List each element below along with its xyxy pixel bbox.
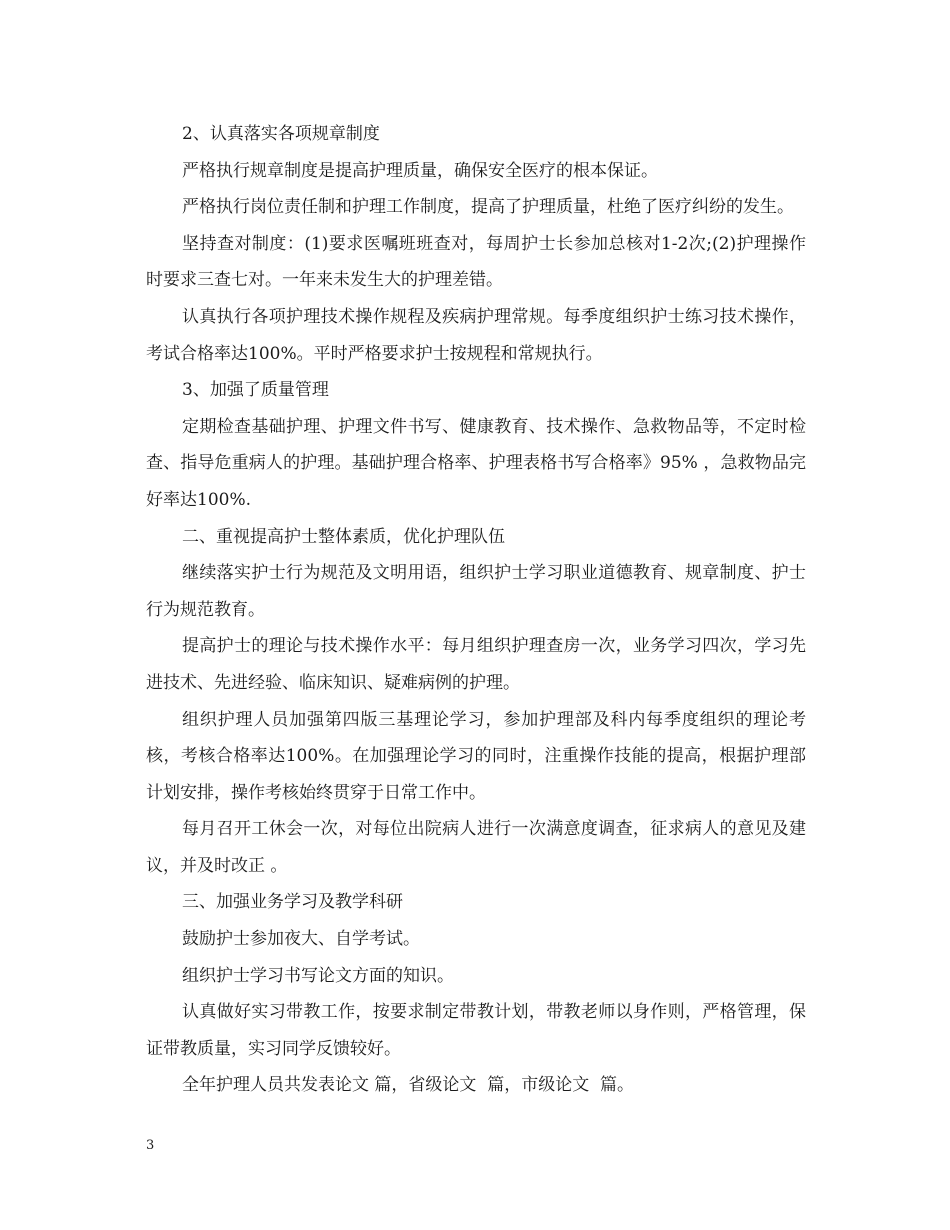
paragraph: 认真执行各项护理技术操作规程及疾病护理常规。每季度组织护士练习技术操作，考试合格率达100%。平时严格要求护士按规程和常规执行。 bbox=[146, 306, 806, 364]
paragraph: 组织护士学习书写论文方面的知识。 bbox=[182, 965, 454, 986]
paragraph: 组织护理人员加强第四版三基理论学习，参加护理部及科内每季度组织的理论考核，考核合格率达100%。在加强理论学习的同时，注重操作技能的提高，根据护理部计划安排，操作考核始终贯穿于日常工作中。 bbox=[146, 709, 806, 803]
section-heading: 2、认真落实各项规章制度 bbox=[182, 124, 380, 144]
paragraph: 提高护士的理论与技术操作水平：每月组织护理查房一次，业务学习四次，学习先进技术、先进经验、临床知识、疑难病例的护理。 bbox=[146, 636, 806, 693]
document-body bbox=[146, 116, 806, 1104]
paragraph: 全年护理人员共发表论文 篇，省级论文 篇，市级论文 篇。 bbox=[182, 1075, 635, 1096]
section-heading: 三、加强业务学习及教学科研 bbox=[182, 892, 403, 913]
paragraph: 认真做好实习带教工作，按要求制定带教计划，带教老师以身作则，严格管理，保证带教质量，实习同学反馈较好。 bbox=[146, 1002, 806, 1059]
page-number: 3 bbox=[146, 1138, 155, 1153]
paragraph: 继续落实护士行为规范及文明用语，组织护士学习职业道德教育、规章制度、护士行为规范教育。 bbox=[146, 563, 806, 620]
paragraph: 严格执行岗位责任制和护理工作制度，提高了护理质量，杜绝了医疗纠纷的发生。 bbox=[182, 197, 794, 218]
paragraph: 定期检查基础护理、护理文件书写、健康教育、技术操作、急救物品等，不定时检查、指导危重病人的护理。基础护理合格率、护理表格书写合格率》95% ，急救物品完好率达100%. bbox=[146, 416, 806, 510]
paragraph: 坚持查对制度：(1)要求医嘱班班查对，每周护士长参加总核对1-2次;(2)护理操作时要求三查七对。一年来未发生大的护理差错。 bbox=[146, 233, 806, 291]
paragraph: 每月召开工休会一次，对每位出院病人进行一次满意度调查，征求病人的意见及建议，并及时改正 。 bbox=[146, 819, 806, 876]
paragraph: 鼓励护士参加夜大、自学考试。 bbox=[182, 929, 420, 950]
section-heading: 3、加强了质量管理 bbox=[182, 380, 329, 401]
paragraph: 严格执行规章制度是提高护理质量，确保安全医疗的根本保证。 bbox=[182, 160, 658, 181]
section-heading: 二、重视提高护士整体素质，优化护理队伍 bbox=[182, 526, 505, 547]
